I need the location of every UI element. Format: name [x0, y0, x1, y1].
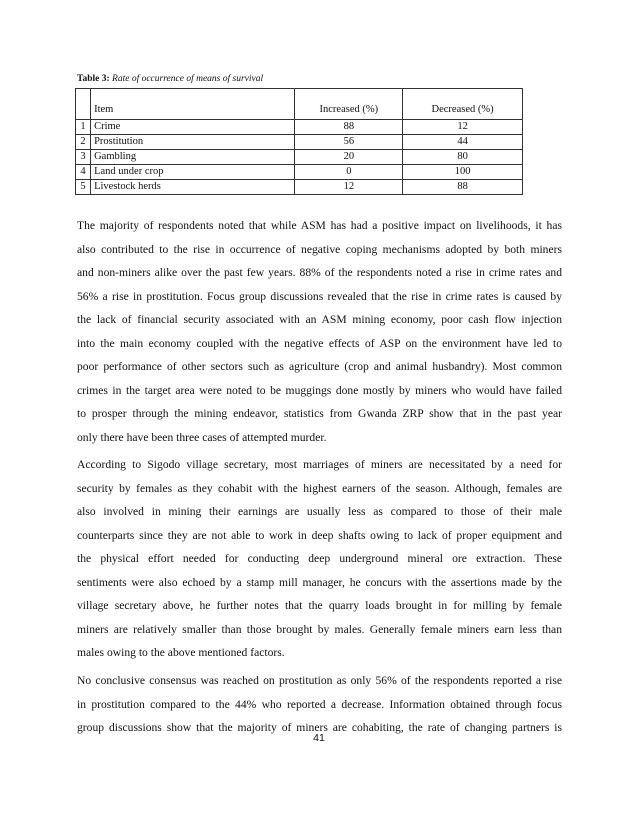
- text-line: into the main economy coupled with the negative effects of ASP on the environment have led to: [77, 336, 562, 350]
- row-increased: 12: [295, 180, 403, 195]
- paragraph-crime-prostitution: [77, 214, 562, 449]
- text-line: counterparts since they are not able to work in deep shafts owing to lack of proper equipment and: [77, 528, 562, 542]
- text-line: the physical effort needed for conducting deep underground mineral ore extraction. These: [77, 552, 562, 565]
- text-line: only there have been three cases of attempted murder.: [77, 430, 327, 444]
- text-line: poor performance of other sectors such as agriculture (crop and animal husbandry). Most common: [77, 360, 562, 373]
- table-row: [76, 120, 523, 135]
- text-line: in prostitution compared to the 44% who reported a decrease. Information obtained through focus: [77, 697, 562, 711]
- table-caption-title: Rate of occurrence of means of survival: [112, 74, 264, 84]
- text-line: According to Sigodo village secretary, most marriages of miners are necessitated by a need for: [77, 458, 562, 471]
- text-line: and non-miners alike over the past few years. 88% of the respondents noted a rise in crime rates and: [77, 266, 562, 279]
- text-line: crimes in the target area were noted to be muggings done mostly by miners who would have failed: [77, 383, 562, 397]
- header-item: Item: [91, 89, 295, 120]
- row-item: Prostitution: [91, 135, 295, 150]
- row-num: 3: [76, 150, 91, 165]
- row-increased: 0: [295, 165, 403, 180]
- row-num: 1: [76, 120, 91, 135]
- row-increased: 20: [295, 150, 403, 165]
- table-header-row: [76, 89, 523, 120]
- row-item: Crime: [91, 120, 295, 135]
- text-line: security by females as they cohabit with the highest earners of the season. Although, females are: [77, 481, 562, 495]
- row-num: 5: [76, 180, 91, 195]
- text-line: sentiments were also echoed by a stamp mill manager, he concurs with the assertions made by the: [77, 575, 562, 589]
- text-line: miners are relatively smaller than those brought by males. Generally female miners earn less than: [77, 622, 562, 636]
- table-row: [76, 165, 523, 180]
- row-num: 4: [76, 165, 91, 180]
- text-line: the lack of financial security associated with an ASM mining economy, poor cash flow injection: [77, 313, 562, 326]
- table-caption: [77, 73, 263, 85]
- text-line: also involved in mining their earnings are usually less as compared to those of their male: [77, 505, 562, 518]
- text-line: 56% a rise in prostitution. Focus group discussions revealed that the rise in crime rates is caused by: [77, 289, 562, 303]
- page-number: 41: [313, 732, 325, 744]
- row-decreased: 100: [403, 165, 523, 180]
- row-decreased: 12: [403, 120, 523, 135]
- row-increased: 88: [295, 120, 403, 135]
- text-line: to prosper through the mining endeavor, statistics from Gwanda ZRP show that in the past year: [77, 407, 562, 420]
- text-line: The majority of respondents noted that while ASM has had a positive impact on livelihoods, it has: [77, 219, 562, 232]
- header-num: [76, 89, 91, 120]
- text-line: males owing to the above mentioned factors.: [77, 646, 285, 659]
- row-item: Land under crop: [91, 165, 295, 180]
- row-item: Gambling: [91, 150, 295, 165]
- header-decreased: Decreased (%): [403, 89, 523, 120]
- row-num: 2: [76, 135, 91, 150]
- table-row: [76, 150, 523, 165]
- row-decreased: 44: [403, 135, 523, 150]
- row-decreased: 88: [403, 180, 523, 195]
- row-decreased: 80: [403, 150, 523, 165]
- text-line: No conclusive consensus was reached on prostitution as only 56% of the respondents reported a rise: [77, 674, 562, 687]
- text-line: group discussions show that the majority of miners are cohabiting, the rate of changing partners is: [77, 721, 562, 734]
- header-increased: Increased (%): [295, 89, 403, 120]
- table-row: [76, 180, 523, 195]
- survival-means-table: [75, 88, 523, 195]
- text-line: also contributed to the rise in occurrence of negative coping mechanisms adopted by both miners: [77, 242, 562, 256]
- text-line: village secretary above, he further notes that the quarry loads brought in for milling by female: [77, 599, 562, 612]
- paragraph-sigodo-marriages: [77, 453, 562, 665]
- table-row: [76, 135, 523, 150]
- table-caption-label: Table 3:: [77, 74, 110, 84]
- paragraph-prostitution-consensus: [77, 669, 562, 740]
- row-item: Livestock herds: [91, 180, 295, 195]
- row-increased: 56: [295, 135, 403, 150]
